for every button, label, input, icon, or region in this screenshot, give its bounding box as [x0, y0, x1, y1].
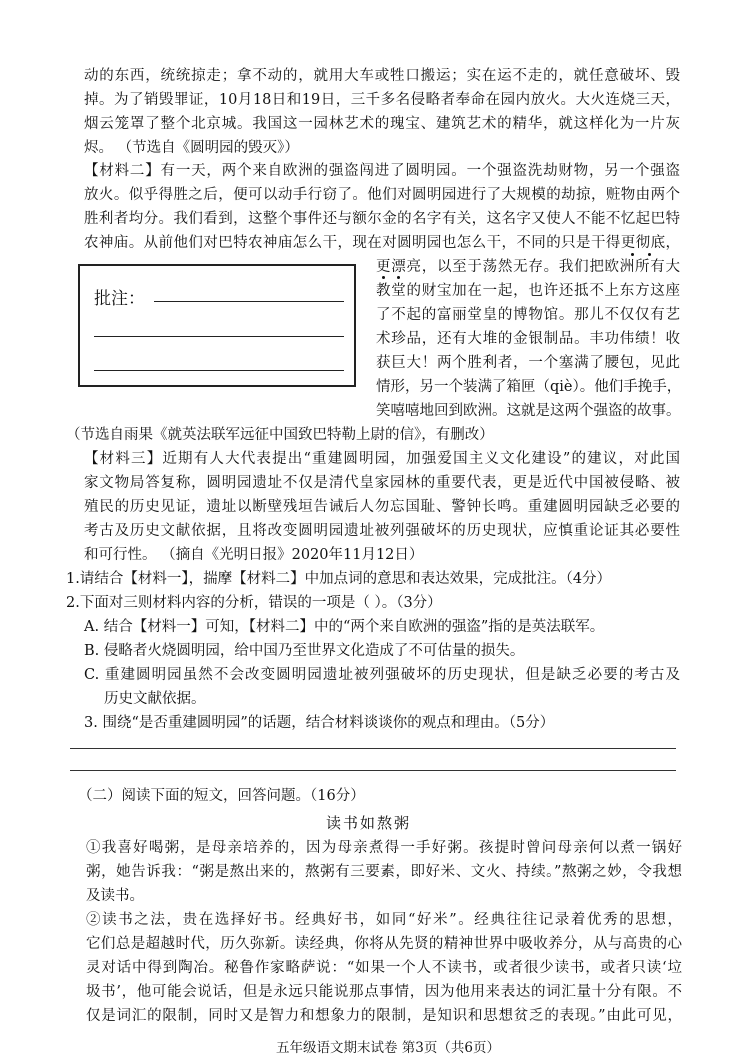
answer-line[interactable]	[70, 748, 676, 749]
material1-line: 动的东西，统统掠走；拿不动的，就用大车或牲口搬运；实在运不走的，就任意破坏、毁	[84, 68, 680, 84]
annotation-box[interactable]	[78, 264, 356, 387]
article-paragraph-line: ①我喜好喝粥，是母亲培养的，因为母亲煮得一手好粥。孩提时曾问母亲何以煮一锅好	[86, 840, 682, 856]
material2-right-line: 术珍品，还有大堆的金银制品。丰功伟绩！收	[376, 331, 680, 347]
article-title: 读书如熬粥	[326, 814, 412, 832]
annotation-label: 批注：	[94, 289, 145, 309]
material2-right-line: 教堂的财宝加在一起，也许还抵不上东方这座	[376, 283, 680, 299]
material2-right-line: 了不起的富丽堂皇的博物馆。那儿不仅仅有艺	[376, 307, 680, 323]
material1-source: 烬。 （节选自《圆明园的毁灭》）	[84, 140, 299, 156]
answer-line[interactable]	[70, 770, 676, 771]
question-2-option-c[interactable]: C. 重建圆明园虽然不会改变圆明园遗址被列强破坏的历史现状，但是缺乏必要的考古及	[84, 667, 680, 683]
page-footer: 五年级语文期末试卷 第3页（共6页）	[276, 1040, 500, 1056]
article-paragraph-line: 及读书。	[86, 888, 144, 904]
annotation-line[interactable]	[94, 336, 344, 337]
article-paragraph-line: 粥，她告诉我：“粥是熬出来的，熬粥有三要素，即好米、文火、持续。”熬粥之妙，令我想	[86, 864, 682, 880]
material2-line: 农神庙。从前他们对巴特农神庙怎么干，现在对圆明园也怎么干，不同的只是干得更彻底，	[84, 235, 680, 251]
article-paragraph-line: 它们总是超越时代，历久弥新。读经典，你将从先贤的精神世界中吸收养分，从与高贵的心	[86, 936, 682, 952]
article-paragraph-line: 圾书’，他可能会说话，但是永远只能说那点事情，因为他用来表达的词汇量十分有限。不	[86, 984, 682, 1000]
material3-line: 【材料三】近期有人大代表提出“重建圆明园，加强爱国主义文化建设”的建议，对此国	[84, 451, 680, 467]
section-heading: （二）阅读下面的短文，回答问题。（16分）	[78, 788, 365, 804]
material2-right-line: 笑嘻嘻地回到欧洲。这就是这两个强盗的故事。	[376, 403, 681, 419]
material2-line: 【材料二】有一天，两个来自欧洲的强盗闯进了圆明园。一个强盗洗劫财物，另一个强盗	[84, 163, 680, 179]
article-paragraph-line: 灵对话中得到陶冶。秘鲁作家略萨说：“如果一个人不读书，或者很少读书，或者只读‘垃	[86, 960, 682, 976]
article-paragraph-line: 仅是词汇的限制，同时又是智力和想象力的限制，是知识和思想贫乏的表现。”由此可见，	[86, 1008, 682, 1024]
question-2-option-a[interactable]: A. 结合【材料一】可知，【材料二】中的“两个来自欧洲的强盗”指的是英法联军。	[84, 619, 605, 635]
question-1: 1.请结合【材料一】，揣摩【材料二】中加点词的意思和表达效果，完成批注。（4分）	[66, 571, 612, 587]
material1-line: 烟云笼罩了整个北京城。我国这一园林艺术的瑰宝、建筑艺术的精华，就这样化为一片灰	[84, 116, 680, 132]
question-2-option-c-cont: 历史文献依据。	[104, 691, 206, 707]
annotation-line[interactable]	[94, 370, 344, 371]
material2-right-line: 获巨大！两个胜利者，一个塞满了腰包，见此	[376, 355, 680, 371]
material2-source: （节选自雨果《就英法联军远征中国致巴特勒上尉的信》，有删改）	[66, 427, 494, 443]
question-3: 3. 围绕“是否重建圆明园”的话题，结合材料谈谈你的观点和理由。（5分）	[84, 715, 555, 731]
material3-line: 殖民的历史见证，遗址以断壁残垣告诫后人勿忘国耻、警钟长鸣。重建圆明园缺乏必要的	[84, 499, 680, 515]
question-2-option-b[interactable]: B. 侵略者火烧圆明园，给中国乃至世界文化造成了不可估量的损失。	[84, 643, 525, 659]
material3-line: 家文物局答复称，圆明园遗址不仅是清代皇家园林的重要代表，更是近代中国被侵略、被	[84, 475, 680, 491]
material2-right-line: 更漂亮，以至于荡然无存。我们把欧洲所有大	[376, 259, 680, 275]
material3-line: 考古及历史文献依据，且将改变圆明园遗址被列强破坏的历史现状，应慎重论证其必要性	[84, 523, 680, 539]
material1-line: 掉。为了销毁罪证，10月18日和19日，三千多名侵略者奉命在园内放火。大火连烧三天，	[84, 92, 680, 108]
annotation-line[interactable]	[154, 301, 344, 302]
material2-right-line: 情形，另一个装满了箱匣（qiè）。他们手挽手，	[376, 379, 682, 395]
material2-line: 胜利者均分。我们看到，这整个事件还与额尔金的名字有关，这名字又使人不能不忆起巴特	[84, 211, 680, 227]
material2-line: 放火。似乎得胜之后，便可以动手行窃了。他们对圆明园进行了大规模的劫掠，赃物由两个	[84, 187, 680, 203]
question-2: 2.下面对三则材料内容的分析，错误的一项是（ ）。（3分）	[66, 595, 442, 611]
material3-source: 和可行性。 （摘自《光明日报》2020年11月12日）	[84, 547, 424, 563]
article-paragraph-line: ②读书之法，贵在选择好书。经典好书，如同“好米”。经典往往记录着优秀的思想，	[86, 912, 682, 928]
